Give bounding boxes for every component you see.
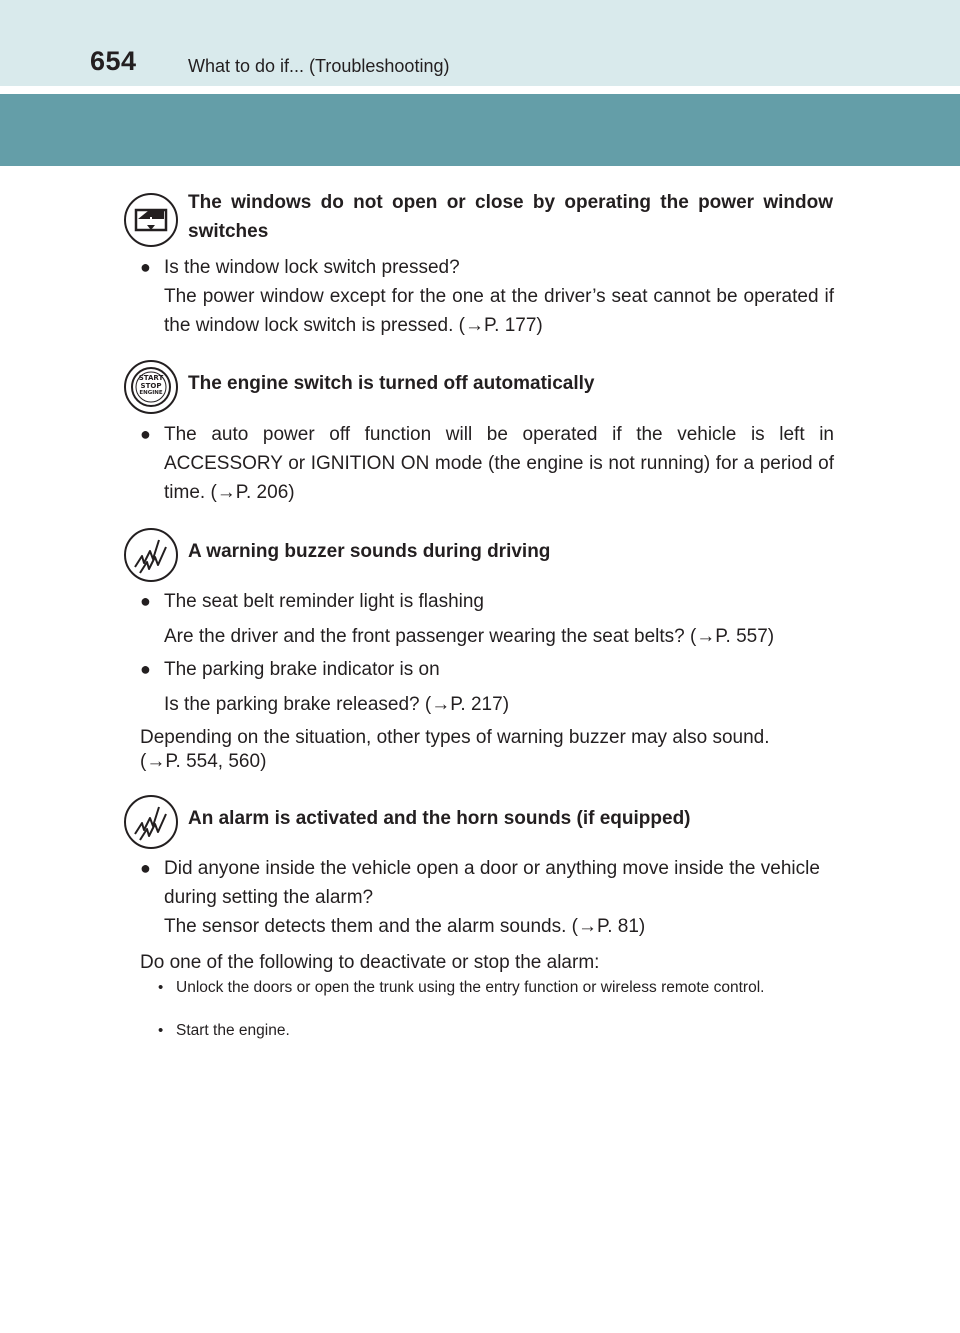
bullet-alarm-cause-detail: The sensor detects them and the alarm sounds. (→P. 81) — [164, 916, 646, 937]
page-header-band — [0, 0, 960, 86]
engine-switch-icon — [124, 360, 178, 414]
note-buzzer: Depending on the situation, other types of warning buzzer may also sound. (→P. 554, 560) — [140, 727, 770, 772]
sub-bullet-icon: • — [158, 979, 164, 996]
engine-switch-label-start: START — [138, 374, 164, 382]
sub-item-unlock: Unlock the doors or open the trunk using the entry function or wireless remote control. — [176, 979, 765, 996]
sub-bullet-icon: • — [158, 1022, 164, 1039]
note-alarm: Do one of the following to deactivate or stop the alarm: — [140, 952, 600, 973]
engine-switch-label-engine: ENGINE — [139, 390, 163, 396]
bullet-icon: ● — [140, 424, 151, 444]
heading-warning-buzzer: A warning buzzer sounds during driving — [188, 541, 551, 562]
bullet-icon: ● — [140, 659, 151, 679]
bullet-window-lock: Is the window lock switch pressed? — [164, 257, 460, 278]
alarm-icon — [124, 795, 178, 849]
bullet-icon: ● — [140, 591, 151, 611]
bullet-parking-brake: The parking brake indicator is on — [164, 659, 440, 680]
power-window-icon — [124, 193, 178, 247]
section-banner — [0, 94, 960, 166]
heading-alarm: An alarm is activated and the horn sounds (if equipped) — [188, 808, 691, 829]
page-number: 654 — [90, 46, 137, 76]
heading-engine-switch: The engine switch is turned off automatically — [188, 373, 595, 394]
bullet-seat-belt-detail: Are the driver and the front passenger wearing the seat belts? (→P. 557) — [164, 626, 775, 647]
heading-power-window: The windows do not open or close by operating the power window switches — [188, 192, 833, 242]
bullet-auto-power-off: The auto power off function will be operated if the vehicle is left in ACCESSORY or IGNITION ON mode (the engine is not running) for a period of time. (→P. 206) — [164, 424, 834, 503]
sub-item-start-engine: Start the engine. — [176, 1022, 290, 1039]
section-title: What to do if... (Troubleshooting) — [188, 56, 450, 76]
bullet-window-lock-detail: The power window except for the one at the driver’s seat cannot be operated if the window lock switch is pressed. (→P. 177) — [164, 286, 834, 336]
bullet-alarm-cause: Did anyone inside the vehicle open a door or anything move inside the vehicle during setting the alarm? — [164, 858, 820, 908]
bullet-parking-brake-detail: Is the parking brake released? (→P. 217) — [164, 694, 510, 715]
bullet-icon: ● — [140, 858, 151, 878]
engine-switch-label-stop: STOP — [140, 381, 162, 390]
bullet-seat-belt: The seat belt reminder light is flashing — [164, 591, 484, 612]
warning-buzzer-icon — [124, 528, 178, 582]
bullet-icon: ● — [140, 257, 151, 277]
